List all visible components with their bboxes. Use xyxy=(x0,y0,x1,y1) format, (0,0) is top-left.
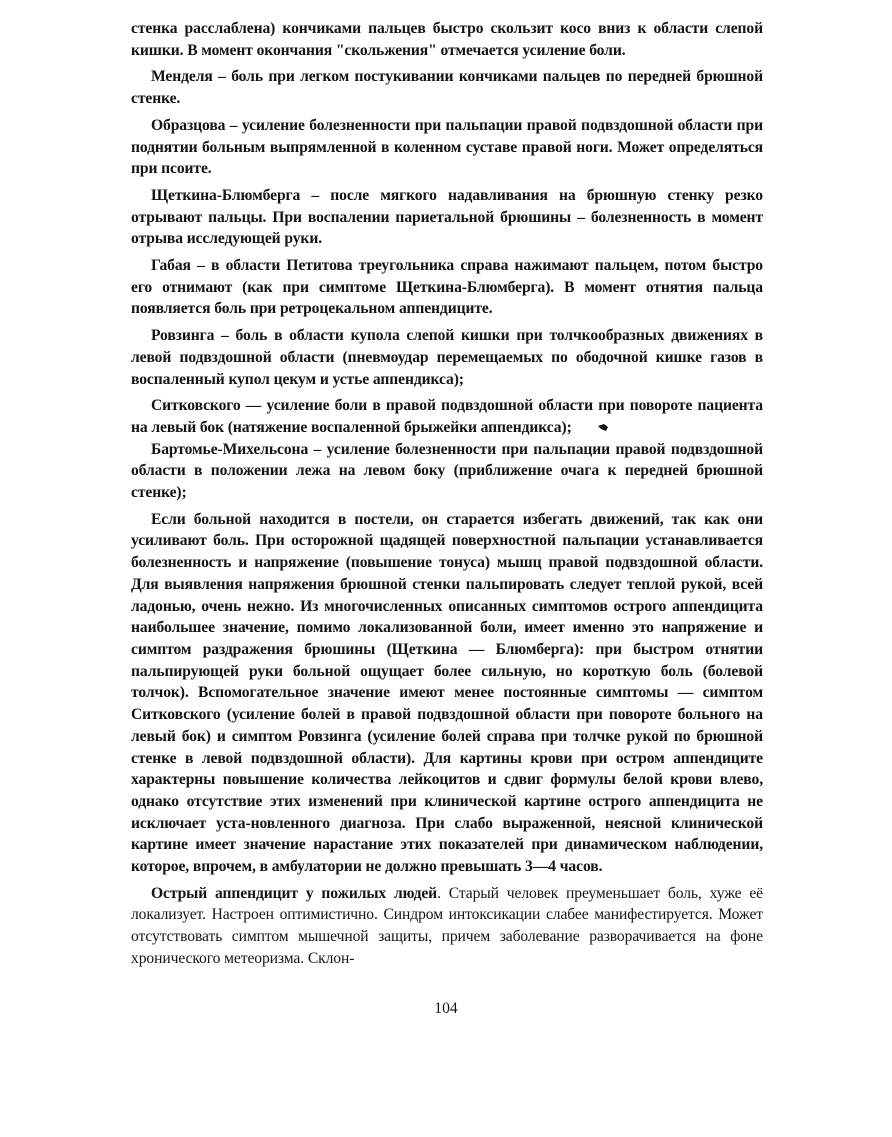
paragraph-obraztsov: Образцова – усиление болезненности при пальпации правой подвздошной области при поднятии больным выпрямленной в коленном суставе правой ноги. Может определяться при псоите. xyxy=(131,116,763,178)
paragraph-shchetkin-blumberg: Щеткина-Блюмберга – после мягкого надавливания на брюшную стенку резко отрывают пальцы. При воспалении париетальной брюшины – болезненность в момент отрыва исследующей руки. xyxy=(131,186,763,248)
page-number: 104 xyxy=(434,1000,458,1017)
page-body xyxy=(131,18,763,970)
elderly-text: . Старый человек преуменьшает боль, хуже её локализует. Настроен оптимистично. Синдром интоксикации слабее манифестируется. Может отсутствовать симптом мышечной защиты, причем заболевание разворачивается на фоне хронического метеоризма. Склон- xyxy=(131,884,763,967)
paragraph-elderly xyxy=(131,883,763,970)
paragraph-intro: стенка расслаблена) кончиками пальцев быстро скользит косо вниз к области слепой кишки. В момент окончания "скольжения" отмечается усиление боли. xyxy=(131,20,763,59)
paragraph-clinical-picture: Если больной находится в постели, он старается избегать движений, так как они усиливают боль. При осторожной щадящей поверхностной пальпации устанавливается болезненность и напряжение (повышение тонуса) мышц правой подвздошной области. Для выявления напряжения брюшной стенки пальпировать следует теплой рукой, всей ладонью, очень нежно. Из многочисленных описанных симптомов острого аппендицита наибольшее значение, помимо локализованной боли, имеет именно это напряжение и симптом раздражения брюшины (Щеткина — Блюмберга): при быстром отнятии пальпирующей руки больной ощущает более сильную, но короткую боль (болевой толчок). Вспомогательное значение имеют менее постоянные симптомы — симптом Ситковского (усиление болей в правой подвздошной области при повороте больного на левый бок) и симптом Ровзинга (усиление болей справа при толчке рукой по брюшной стенке в левой подвздошной области). Для картины крови при остром аппендиците характерны повышение количества лейкоцитов и сдвиг формулы белой крови влево, однако отсутствие этих изменений при клинической картине острого аппендицита не исключает уста-новленного диагноза. При слабо выраженной, неясной клинической картине имеет значение нарастание этих показателей при динамическом наблюдении, которое, впрочем, в амбулатории не должно превышать 3—4 часов. xyxy=(131,510,763,876)
paragraph-gabay: Габая – в области Петитова треугольника справа нажимают пальцем, потом быстро его отнимают (как при симптоме Щеткина-Блюмберга). В момент отнятия пальца появляется боль при ретроцекальном аппендиците. xyxy=(131,257,763,318)
ink-mark-icon xyxy=(598,423,608,431)
paragraph-mendel: Менделя – боль при легком постукивании кончиками пальцев по передней брюшной стенке. xyxy=(131,68,763,108)
paragraph-sitkovsky xyxy=(131,395,763,438)
paragraph-rovzing: Ровзинга – боль в области купола слепой кишки при толчкообразных движениях в левой подвздошной области (пневмоудар перемещаемых по ободочной кишке газов в воспаленный купол цекум и устье аппендикса); xyxy=(131,327,763,388)
paragraph-sitkovsky-text: Ситковского — усиление боли в правой подвздошной области при повороте пациента на левый бок (натяжение воспаленной брыжейки аппендикса); xyxy=(131,397,763,436)
elderly-heading: Острый аппендицит у пожилых людей xyxy=(151,884,438,902)
paragraph-bartomier-michelson: Бартомье-Михельсона – усиление болезненности при пальпации правой подвздошной области в положении лежа на левом боку (приближение очага к передней брюшной стенке); xyxy=(131,440,763,502)
